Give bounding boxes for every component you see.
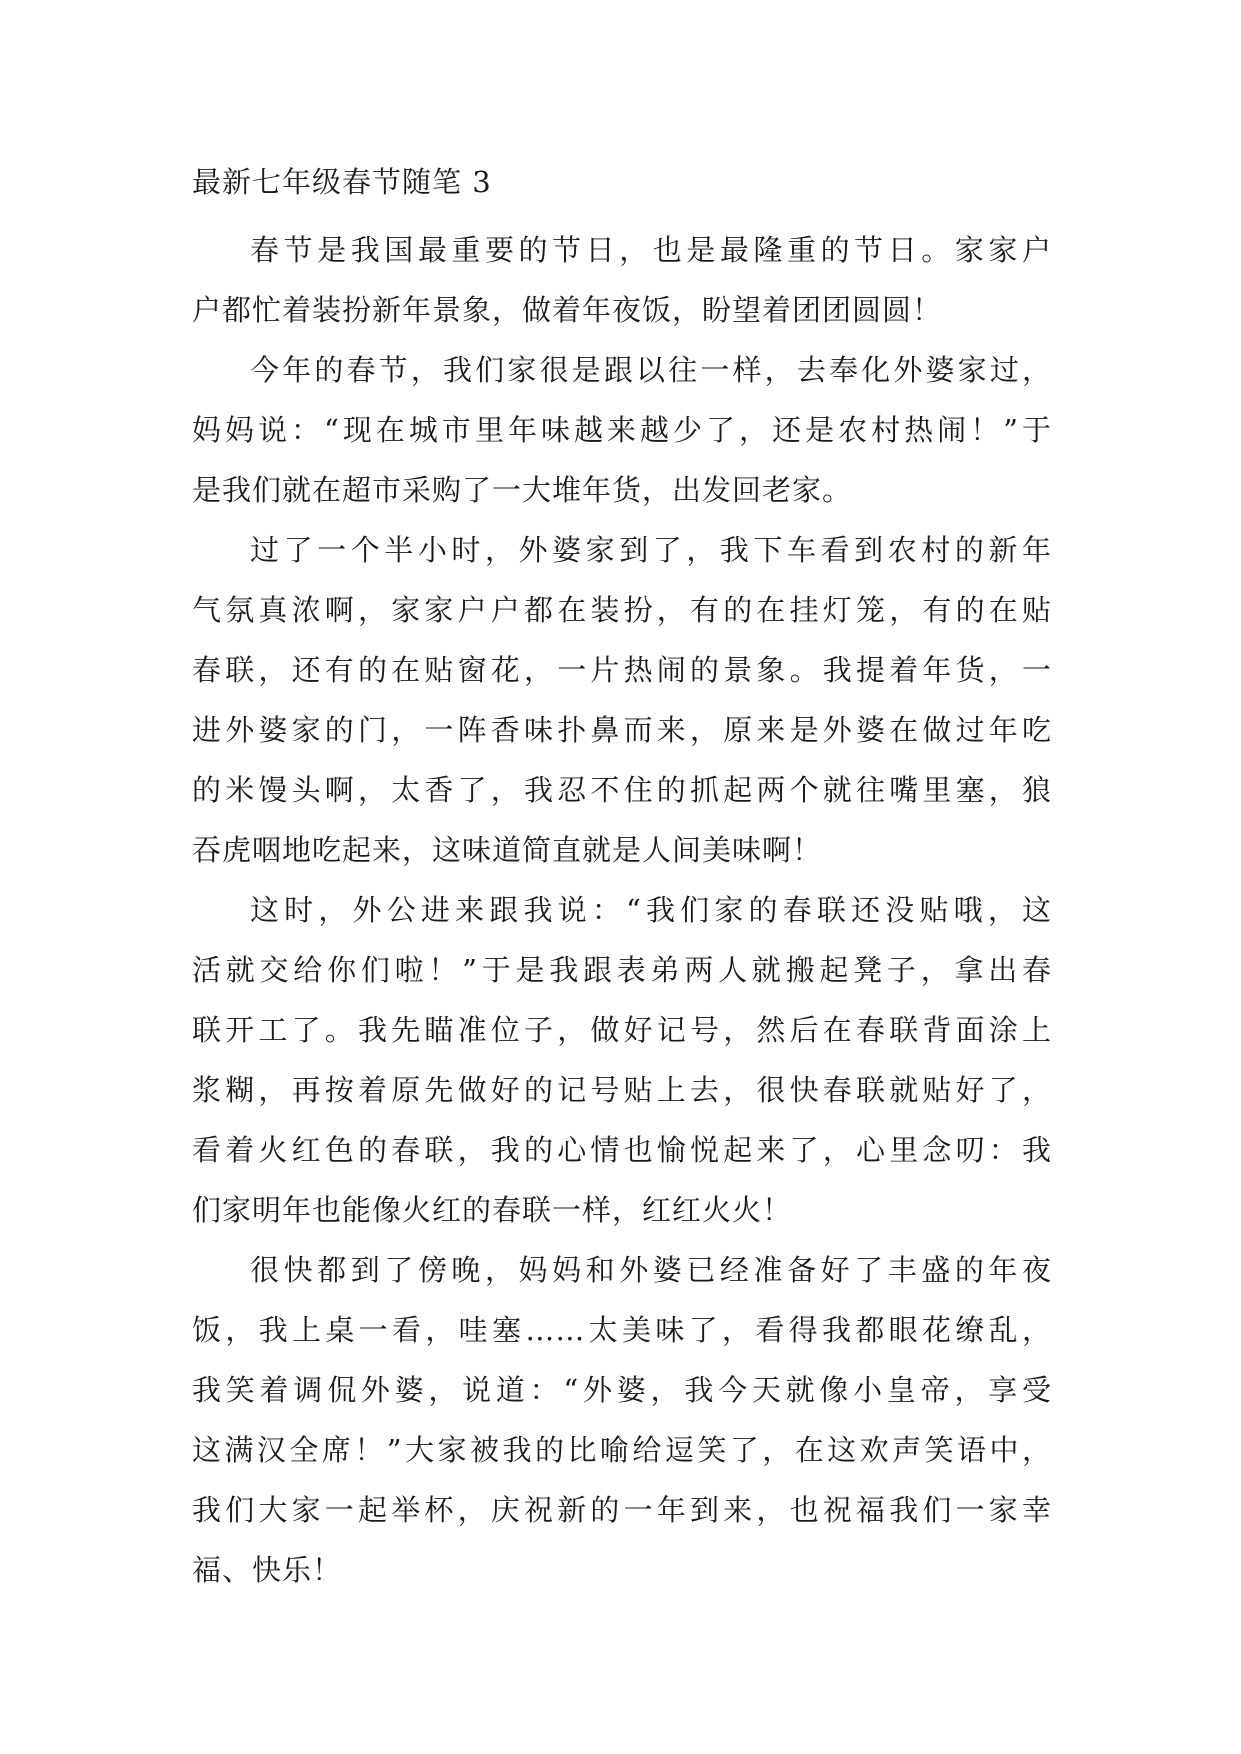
- paragraph-5: [192, 1240, 1052, 1600]
- paragraph-line: 我们大家一起举杯，庆祝新的一年到来，也祝福我们一家幸: [192, 1493, 1052, 1527]
- paragraph-line: 今年的春节，我们家很是跟以往一样，去奉化外婆家过，: [250, 353, 1052, 387]
- paragraph-line: 进外婆家的门，一阵香味扑鼻而来，原来是外婆在做过年吃: [192, 713, 1052, 747]
- paragraph-line: 户都忙着装扮新年景象，做着年夜饭，盼望着团团圆圆！: [192, 293, 943, 327]
- paragraph-line: 吞虎咽地吃起来，这味道简直就是人间美味啊！: [192, 833, 823, 867]
- paragraph-line: 春联，还有的在贴窗花，一片热闹的景象。我提着年货，一: [192, 653, 1052, 687]
- paragraph-line: 这时，外公进来跟我说：“我们家的春联还没贴哦，这: [250, 893, 1052, 927]
- paragraph-line: 活就交给你们啦！”于是我跟表弟两人就搬起凳子，拿出春: [192, 953, 1052, 987]
- paragraph-line: 很快都到了傍晚，妈妈和外婆已经准备好了丰盛的年夜: [250, 1253, 1052, 1287]
- paragraph-line: 春节是我国最重要的节日，也是最隆重的节日。家家户: [250, 233, 1052, 267]
- paragraph-3: [192, 520, 1052, 880]
- document-body: [192, 160, 1052, 1600]
- paragraph-line: 联开工了。我先瞄准位子，做好记号，然后在春联背面涂上: [192, 1013, 1052, 1047]
- paragraph-line: 福、快乐！: [192, 1553, 343, 1587]
- paragraph-line: 看着火红色的春联，我的心情也愉悦起来了，心里念叨：我: [192, 1133, 1052, 1167]
- paragraph-2: [192, 340, 1052, 520]
- paragraph-line: 妈妈说：“现在城市里年味越来越少了，还是农村热闹！”于: [192, 413, 1052, 447]
- paragraph-line: 们家明年也能像火红的春联一样，红红火火！: [192, 1193, 793, 1227]
- paragraph-line: 浆糊，再按着原先做好的记号贴上去，很快春联就贴好了，: [192, 1073, 1052, 1107]
- paragraph-line: 这满汉全席！”大家被我的比喻给逗笑了，在这欢声笑语中，: [192, 1433, 1052, 1467]
- document-title: 最新七年级春节随笔 3: [192, 165, 492, 199]
- paragraph-4: [192, 880, 1052, 1240]
- paragraph-line: 的米馒头啊，太香了，我忍不住的抓起两个就往嘴里塞，狼: [192, 773, 1052, 807]
- paragraph-line: 过了一个半小时，外婆家到了，我下车看到农村的新年: [250, 533, 1052, 567]
- paragraph-line: 我笑着调侃外婆，说道：“外婆，我今天就像小皇帝，享受: [192, 1373, 1052, 1407]
- paragraph-line: 饭，我上桌一看，哇塞……太美味了，看得我都眼花缭乱，: [192, 1313, 1052, 1347]
- paragraph-line: 是我们就在超市采购了一大堆年货，出发回老家。: [192, 473, 853, 507]
- paragraph-1: [192, 220, 1052, 340]
- paragraph-line: 气氛真浓啊，家家户户都在装扮，有的在挂灯笼，有的在贴: [192, 593, 1052, 627]
